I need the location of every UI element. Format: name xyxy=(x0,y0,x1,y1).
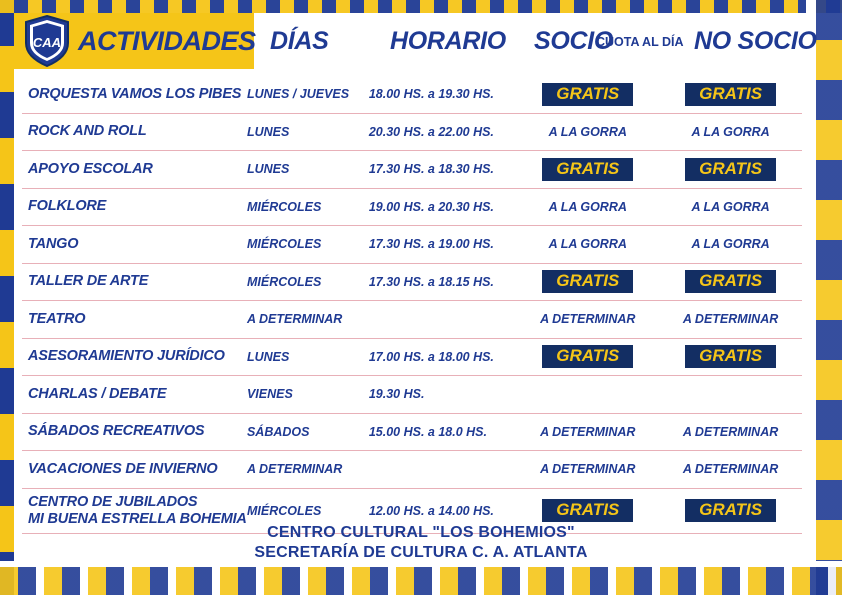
cell-horario: 17.30 HS. a 18.15 HS. xyxy=(368,274,494,289)
status-badge: GRATIS xyxy=(685,270,776,293)
actividad-name: ORQUESTA VAMOS LOS PIBES xyxy=(28,85,242,102)
cell-horario: 20.30 HS. a 22.00 HS. xyxy=(368,124,494,139)
poster-header xyxy=(14,13,816,75)
cell-no-socio xyxy=(659,499,802,522)
cell-dias: LUNES xyxy=(246,124,290,139)
status-badge: GRATIS xyxy=(542,158,633,181)
table-row xyxy=(22,414,802,452)
actividad-subtitle: MI BUENA ESTRELLA BOHEMIA xyxy=(28,510,247,527)
cell-socio xyxy=(516,499,659,522)
cell-socio: A DETERMINAR xyxy=(540,424,636,439)
cell-horario: 19.30 HS. xyxy=(368,387,425,402)
actividad-name: TALLER DE ARTE xyxy=(28,273,149,290)
footer-line-1: CENTRO CULTURAL "LOS BOHEMIOS" xyxy=(267,524,575,541)
status-badge: GRATIS xyxy=(685,158,776,181)
table-row xyxy=(22,451,802,489)
cell-actividad xyxy=(22,423,247,440)
cell-dias: SÁBADOS xyxy=(246,424,310,439)
cell-actividad xyxy=(22,198,247,215)
cell-actividad xyxy=(22,273,247,290)
status-badge: GRATIS xyxy=(685,499,776,522)
status-badge: GRATIS xyxy=(542,345,633,368)
svg-text:CAA: CAA xyxy=(32,35,62,50)
cell-dias: A DETERMINAR xyxy=(246,462,343,477)
table-row xyxy=(22,264,802,302)
cell-dias: MIÉRCOLES xyxy=(246,274,322,289)
table-row xyxy=(22,114,802,152)
left-border-stripe xyxy=(0,0,14,595)
club-crest-icon xyxy=(24,15,70,67)
activities-table xyxy=(22,76,802,534)
cell-no-socio xyxy=(659,158,802,181)
right-border-stripe xyxy=(816,0,842,595)
cell-actividad xyxy=(22,386,247,403)
status-badge: GRATIS xyxy=(685,345,776,368)
cell-socio: A DETERMINAR xyxy=(540,312,636,327)
cell-dias: VIENES xyxy=(246,387,293,402)
page-title: ACTIVIDADES xyxy=(78,25,256,56)
cell-actividad xyxy=(22,123,247,140)
cell-horario: 17.30 HS. a 19.00 HS. xyxy=(368,237,494,252)
footer-line-2: SECRETARÍA DE CULTURA C. A. ATLANTA xyxy=(254,544,588,561)
cell-horario: 12.00 HS. a 14.00 HS. xyxy=(368,503,494,518)
cell-no-socio: A DETERMINAR xyxy=(682,424,779,439)
footer xyxy=(0,524,842,562)
table-row xyxy=(22,151,802,189)
table-row xyxy=(22,189,802,227)
status-badge: GRATIS xyxy=(542,499,633,522)
top-border-stripe xyxy=(0,0,842,13)
actividad-name: CENTRO DE JUBILADOS xyxy=(28,493,198,510)
table-row xyxy=(22,376,802,414)
actividad-name: TEATRO xyxy=(28,310,86,327)
actividad-name: SÁBADOS RECREATIVOS xyxy=(28,423,205,440)
cell-dias: MIÉRCOLES xyxy=(246,237,322,252)
actividad-name: ROCK AND ROLL xyxy=(28,123,147,140)
cell-no-socio: A LA GORRA xyxy=(691,124,770,139)
cell-horario: 17.00 HS. a 18.00 HS. xyxy=(368,349,494,364)
cell-socio xyxy=(516,83,659,106)
cell-dias: A DETERMINAR xyxy=(246,312,343,327)
cell-dias: LUNES / JUEVES xyxy=(246,87,350,102)
column-header-socio: SOCIO xyxy=(534,27,614,55)
cell-socio xyxy=(516,345,659,368)
cell-socio xyxy=(516,158,659,181)
actividad-name: CHARLAS / DEBATE xyxy=(28,385,167,402)
column-header-horario: HORARIO xyxy=(390,27,506,55)
cell-no-socio xyxy=(659,270,802,293)
status-badge: GRATIS xyxy=(685,83,776,106)
right-border-gap xyxy=(806,0,816,595)
cell-socio: A LA GORRA xyxy=(548,124,627,139)
cell-no-socio: A DETERMINAR xyxy=(682,462,779,477)
cell-actividad xyxy=(22,348,247,365)
actividad-name: TANGO xyxy=(28,235,79,252)
table-row xyxy=(22,76,802,114)
cell-dias: LUNES xyxy=(246,162,290,177)
cell-dias: MIÉRCOLES xyxy=(246,503,322,518)
table-row xyxy=(22,339,802,377)
cell-actividad xyxy=(22,311,247,328)
cell-actividad xyxy=(22,461,247,478)
actividad-name: FOLKLORE xyxy=(28,198,107,215)
cell-horario: 19.00 HS. a 20.30 HS. xyxy=(368,199,494,214)
cell-horario: 18.00 HS. a 19.30 HS. xyxy=(368,87,494,102)
cell-horario: 15.00 HS. a 18.0 HS. xyxy=(368,424,487,439)
bottom-border-stripe xyxy=(0,567,842,595)
cell-horario: 17.30 HS. a 18.30 HS. xyxy=(368,162,494,177)
cell-actividad xyxy=(22,86,247,103)
cell-dias: LUNES xyxy=(246,349,290,364)
table-row xyxy=(22,301,802,339)
column-header-no-socio: NO SOCIO xyxy=(694,27,817,55)
cell-socio xyxy=(516,270,659,293)
title-block xyxy=(14,13,254,69)
cell-no-socio: A LA GORRA xyxy=(691,237,770,252)
cell-no-socio xyxy=(659,345,802,368)
column-header-socio-note: CUOTA AL DÍA xyxy=(596,35,684,49)
status-badge: GRATIS xyxy=(542,270,633,293)
cell-no-socio xyxy=(659,83,802,106)
cell-no-socio: A DETERMINAR xyxy=(682,312,779,327)
actividad-name: ASESORAMIENTO JURÍDICO xyxy=(28,348,225,365)
cell-actividad xyxy=(22,161,247,178)
cell-actividad xyxy=(22,494,247,527)
cell-socio: A LA GORRA xyxy=(548,199,627,214)
cell-actividad xyxy=(22,236,247,253)
cell-dias: MIÉRCOLES xyxy=(246,199,322,214)
cell-socio: A LA GORRA xyxy=(548,237,627,252)
table-row xyxy=(22,226,802,264)
actividad-name: APOYO ESCOLAR xyxy=(28,160,153,177)
cell-socio: A DETERMINAR xyxy=(540,462,636,477)
status-badge: GRATIS xyxy=(542,83,633,106)
column-header-dias: DÍAS xyxy=(270,27,329,55)
actividad-name: VACACIONES DE INVIERNO xyxy=(28,460,218,477)
cell-no-socio: A LA GORRA xyxy=(691,199,770,214)
